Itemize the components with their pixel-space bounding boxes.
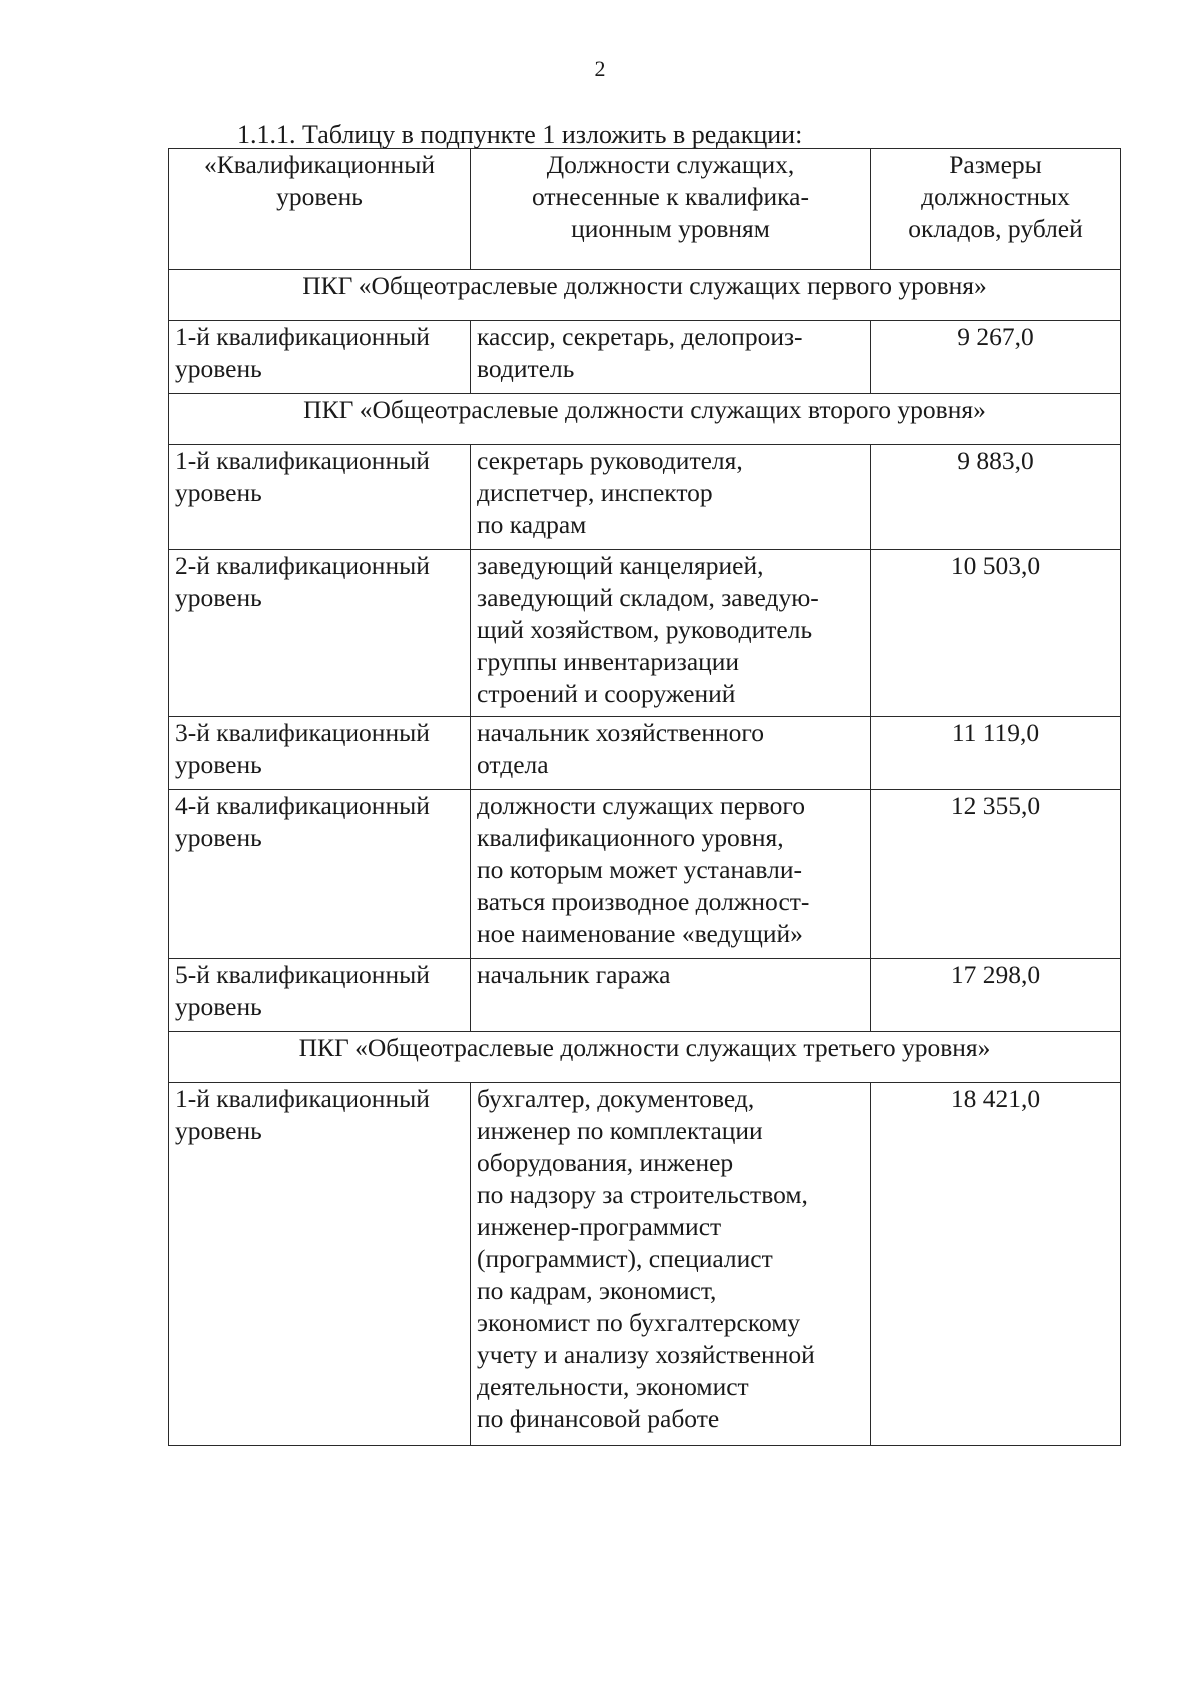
level-cell — [169, 321, 471, 394]
salary-table — [168, 148, 1121, 1446]
position-line: ваться производное должност- — [477, 887, 810, 916]
header-line: Размеры — [949, 150, 1042, 179]
level-line: уровень — [175, 583, 262, 612]
table-header-row — [169, 149, 1121, 270]
position-line: по кадрам — [477, 510, 587, 539]
salary-cell: 18 421,0 — [871, 1083, 1121, 1446]
positions-cell — [471, 959, 871, 1032]
level-line: 5-й квалификационный — [175, 960, 430, 989]
table-row — [169, 717, 1121, 790]
salary-cell: 17 298,0 — [871, 959, 1121, 1032]
position-line: экономист по бухгалтерскому — [477, 1308, 801, 1337]
header-line: уровень — [276, 182, 363, 211]
group-title: ПКГ «Общеотраслевые должности служащих первого уровня» — [169, 270, 1121, 321]
level-line: уровень — [175, 1116, 262, 1145]
positions-cell — [471, 445, 871, 550]
position-line: диспетчер, инспектор — [477, 478, 713, 507]
position-line: заведующий складом, заведую- — [477, 583, 819, 612]
positions-cell — [471, 1083, 871, 1446]
positions-cell — [471, 790, 871, 959]
position-line: оборудования, инженер — [477, 1148, 734, 1177]
table-row — [169, 790, 1121, 959]
position-line: группы инвентаризации — [477, 647, 740, 676]
header-qualification-level — [169, 149, 471, 270]
level-line: 4-й квалификационный — [175, 791, 430, 820]
level-cell — [169, 959, 471, 1032]
header-salary — [871, 149, 1121, 270]
salary-cell: 12 355,0 — [871, 790, 1121, 959]
header-line: окладов, рублей — [908, 214, 1083, 243]
header-line: «Квалификационный — [204, 150, 435, 179]
positions-cell — [471, 550, 871, 717]
level-line: 2-й квалификационный — [175, 551, 430, 580]
position-line: бухгалтер, документовед, — [477, 1084, 755, 1113]
salary-cell: 9 883,0 — [871, 445, 1121, 550]
position-line: отдела — [477, 750, 549, 779]
level-line: уровень — [175, 478, 262, 507]
position-line: щий хозяйством, руководитель — [477, 615, 813, 644]
position-line: по надзору за строительством, — [477, 1180, 808, 1209]
position-line: кассир, секретарь, делопроиз- — [477, 322, 803, 351]
position-line: по которым может устанавли- — [477, 855, 802, 884]
group-title: ПКГ «Общеотраслевые должности служащих третьего уровня» — [169, 1032, 1121, 1083]
header-line: Должности служащих, — [546, 150, 795, 179]
position-line: инженер по комплектации — [477, 1116, 763, 1145]
positions-cell — [471, 321, 871, 394]
level-cell — [169, 790, 471, 959]
position-line: учету и анализу хозяйственной — [477, 1340, 815, 1369]
level-cell — [169, 717, 471, 790]
header-line: ционным уровням — [571, 214, 770, 243]
position-line: заведующий канцелярией, — [477, 551, 764, 580]
position-line: начальник хозяйственного — [477, 718, 764, 747]
header-positions — [471, 149, 871, 270]
position-line: по кадрам, экономист, — [477, 1276, 717, 1305]
table-row — [169, 959, 1121, 1032]
group-row — [169, 1032, 1121, 1083]
group-row — [169, 394, 1121, 445]
positions-cell — [471, 717, 871, 790]
page-number: 2 — [594, 56, 606, 81]
level-line: уровень — [175, 354, 262, 383]
table-row — [169, 550, 1121, 717]
position-line: (программист), специалист — [477, 1244, 773, 1273]
header-line: должностных — [921, 182, 1070, 211]
level-line: 1-й квалификационный — [175, 446, 430, 475]
position-line: квалификационного уровня, — [477, 823, 784, 852]
level-line: уровень — [175, 823, 262, 852]
intro-text: 1.1.1. Таблицу в подпункте 1 изложить в редакции: — [237, 120, 803, 149]
group-row — [169, 270, 1121, 321]
position-line: должности служащих первого — [477, 791, 805, 820]
position-line: водитель — [477, 354, 575, 383]
level-line: 3-й квалификационный — [175, 718, 430, 747]
level-line: 1-й квалификационный — [175, 322, 430, 351]
header-line: отнесенные к квалифика- — [532, 182, 809, 211]
position-line: начальник гаража — [477, 960, 671, 989]
level-line: уровень — [175, 992, 262, 1021]
table-row — [169, 321, 1121, 394]
position-line: по финансовой работе — [477, 1404, 720, 1433]
position-line: деятельности, экономист — [477, 1372, 749, 1401]
position-line: секретарь руководителя, — [477, 446, 743, 475]
level-cell — [169, 1083, 471, 1446]
position-line: ное наименование «ведущий» — [477, 919, 803, 948]
salary-cell: 9 267,0 — [871, 321, 1121, 394]
level-cell — [169, 550, 471, 717]
table-row — [169, 1083, 1121, 1446]
salary-cell: 11 119,0 — [871, 717, 1121, 790]
level-line: уровень — [175, 750, 262, 779]
position-line: строений и сооружений — [477, 679, 736, 708]
level-cell — [169, 445, 471, 550]
position-line: инженер-программист — [477, 1212, 722, 1241]
group-title: ПКГ «Общеотраслевые должности служащих второго уровня» — [169, 394, 1121, 445]
level-line: 1-й квалификационный — [175, 1084, 430, 1113]
table-row — [169, 445, 1121, 550]
salary-cell: 10 503,0 — [871, 550, 1121, 717]
